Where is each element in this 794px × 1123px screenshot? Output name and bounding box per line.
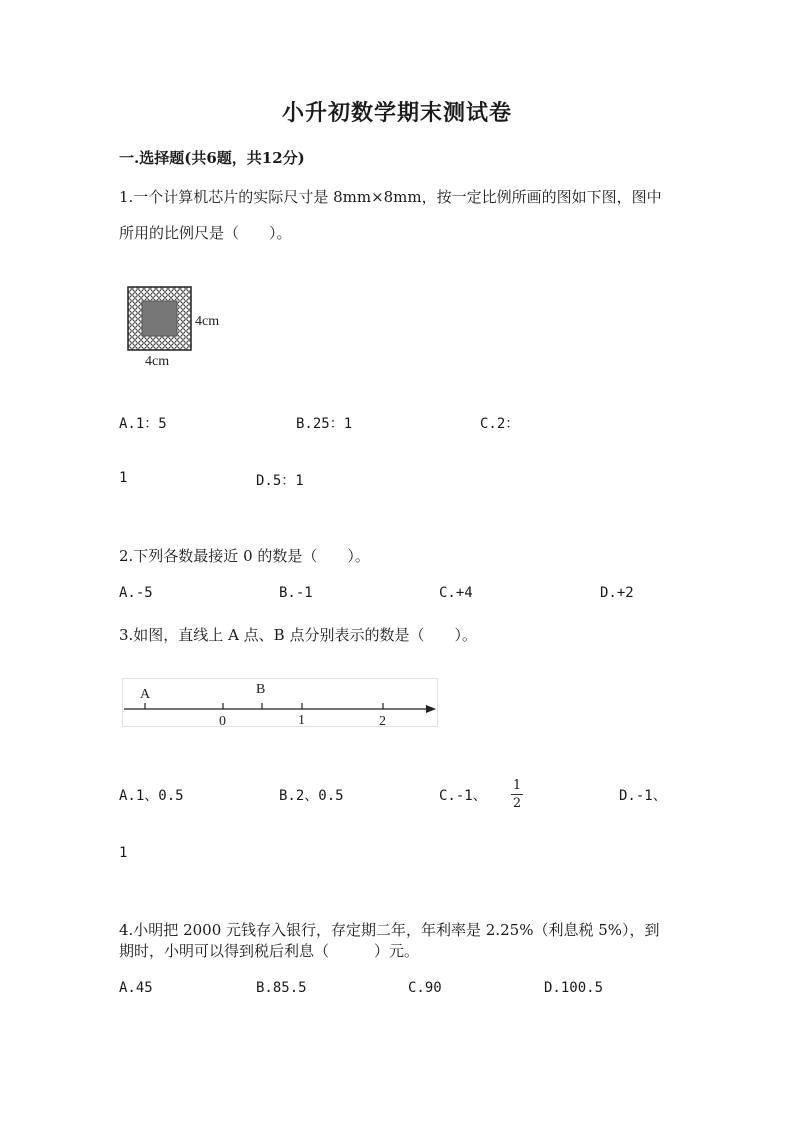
tick-label-2: 2 — [379, 714, 386, 728]
q2-option-c[interactable]: C.+4 — [439, 585, 473, 601]
q1-option-b[interactable]: B.25：1 — [296, 416, 353, 432]
q3-option-d[interactable]: D.-1、 — [619, 788, 667, 804]
q2-option-b[interactable]: B.-1 — [279, 585, 313, 601]
number-line-figure — [122, 678, 440, 728]
q1-option-a[interactable]: A.1：5 — [119, 416, 167, 432]
q2-option-d[interactable]: D.+2 — [600, 585, 634, 601]
fraction-numerator: 1 — [512, 778, 522, 793]
q4-option-b[interactable]: B.85.5 — [256, 980, 307, 996]
q4-text-line1: 4.小明把 2000 元钱存入银行，存定期二年，年利率是 2.25%（利息税 5%），到 — [119, 921, 660, 939]
q3-option-a[interactable]: A.1、0.5 — [119, 788, 184, 804]
point-b-label: B — [256, 682, 266, 697]
q4-option-d[interactable]: D.100.5 — [544, 980, 604, 996]
tick-label-0: 0 — [219, 714, 226, 728]
fraction-bar — [511, 794, 523, 795]
q1-text-line1: 1.一个计算机芯片的实际尺寸是 8mm×8mm，按一定比例所画的图如下图，图中 — [119, 188, 662, 206]
tick-label-1: 1 — [298, 713, 305, 728]
q1-option-c[interactable]: C.2： — [480, 416, 520, 432]
section-heading: 一.选择题(共6题，共12分) — [119, 149, 305, 167]
page-title: 小升初数学期末测试卷 — [281, 100, 512, 126]
q3-option-c-fraction — [509, 778, 525, 811]
q1-option-d[interactable]: D.5：1 — [256, 473, 304, 489]
q1-option-c-continued: 1 — [119, 470, 128, 486]
point-a-label: A — [140, 687, 151, 702]
q3-option-c[interactable]: C.-1、 — [439, 788, 487, 804]
chip-side-label: 4cm — [195, 314, 220, 329]
q3-text: 3.如图，直线上 A 点、B 点分别表示的数是（ ）。 — [119, 626, 477, 644]
q1-text-line2: 所用的比例尺是（ ）。 — [119, 224, 292, 242]
q4-option-c[interactable]: C.90 — [408, 980, 442, 996]
q3-option-b[interactable]: B.2、0.5 — [279, 788, 344, 804]
chip-bottom-label: 4cm — [145, 354, 170, 369]
q3-option-d-continued: 1 — [119, 845, 128, 861]
q4-text-line2: 期时，小明可以得到税后利息（ ）元。 — [119, 942, 420, 960]
fraction-denominator: 2 — [512, 796, 522, 811]
q4-option-a[interactable]: A.45 — [119, 980, 153, 996]
q2-text: 2.下列各数最接近 0 的数是（ ）。 — [119, 547, 370, 565]
chip-inner-square — [142, 301, 177, 336]
q2-option-a[interactable]: A.-5 — [119, 585, 153, 601]
chip-figure — [120, 280, 240, 372]
